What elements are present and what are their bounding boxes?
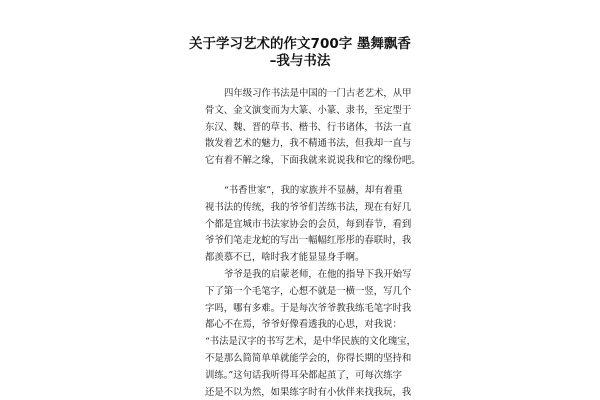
document-title-line-2: –我与书法 <box>269 53 331 69</box>
text-line: 它有着不解之缘，下面我就来说说我和它的缘份吧。 <box>205 155 421 167</box>
text-line: 训练。”这句话我听得耳朵都起茧了，可每次练字 <box>205 369 402 381</box>
text-line: 散发着艺术的魅力，我不精通书法，但我却一直与 <box>205 138 412 150</box>
document-title-line-1: 关于学习艺术的作文700字 墨舞飘香 <box>189 36 411 52</box>
text-line: 爷爷们笔走龙蛇的写出一幅幅红彤彤的春联时，我 <box>205 235 412 247</box>
text-line: 爷爷是我的启蒙老师，在他的指导下我开始写 <box>224 268 412 280</box>
text-line: 骨文、金文演变而为大篆、小篆、隶书，至定型于 <box>205 104 412 116</box>
text-line: 都心不在焉，爷爷好像看透我的心思，对我说： <box>205 319 402 331</box>
paragraph-3 <box>205 267 417 400</box>
text-line: 下了第一个毛笔字，心想不就是一横一竖，写几个 <box>205 285 412 297</box>
text-line: 还是不以为然，如果练字时有小伙伴来找我玩，我 <box>205 386 412 398</box>
text-line: 四年级习作书法是中国的一门古老艺术，从甲 <box>224 88 412 99</box>
text-line: “书法是汉字的书写艺术，是中华民族的文化瑰宝， <box>205 336 417 348</box>
text-line: “书香世家”，我的家族并不显赫，却有着重 <box>224 184 403 196</box>
document-body <box>205 86 421 400</box>
text-line: 字吗，哪有多难。于是每次爷爷教我练毛笔字时我 <box>205 302 412 314</box>
paragraph-1 <box>205 86 421 170</box>
paragraph-2 <box>205 183 412 267</box>
text-line: 个都是宜城市书法家协会的会员，每到春节，看到 <box>205 218 412 230</box>
text-line: 视书法的传统，我的爷爷们苦练书法，现在有好几 <box>205 201 412 213</box>
text-line: 东汉、魏、晋的草书、楷书、行书诸体，书法一直 <box>205 121 412 133</box>
text-line: 不是那么简简单单就能学会的，你得长期的坚持和 <box>205 352 412 364</box>
paragraph-spacer <box>205 170 400 183</box>
text-line: 都羡慕不已，啥时我才能显显身手啊。 <box>205 252 365 264</box>
